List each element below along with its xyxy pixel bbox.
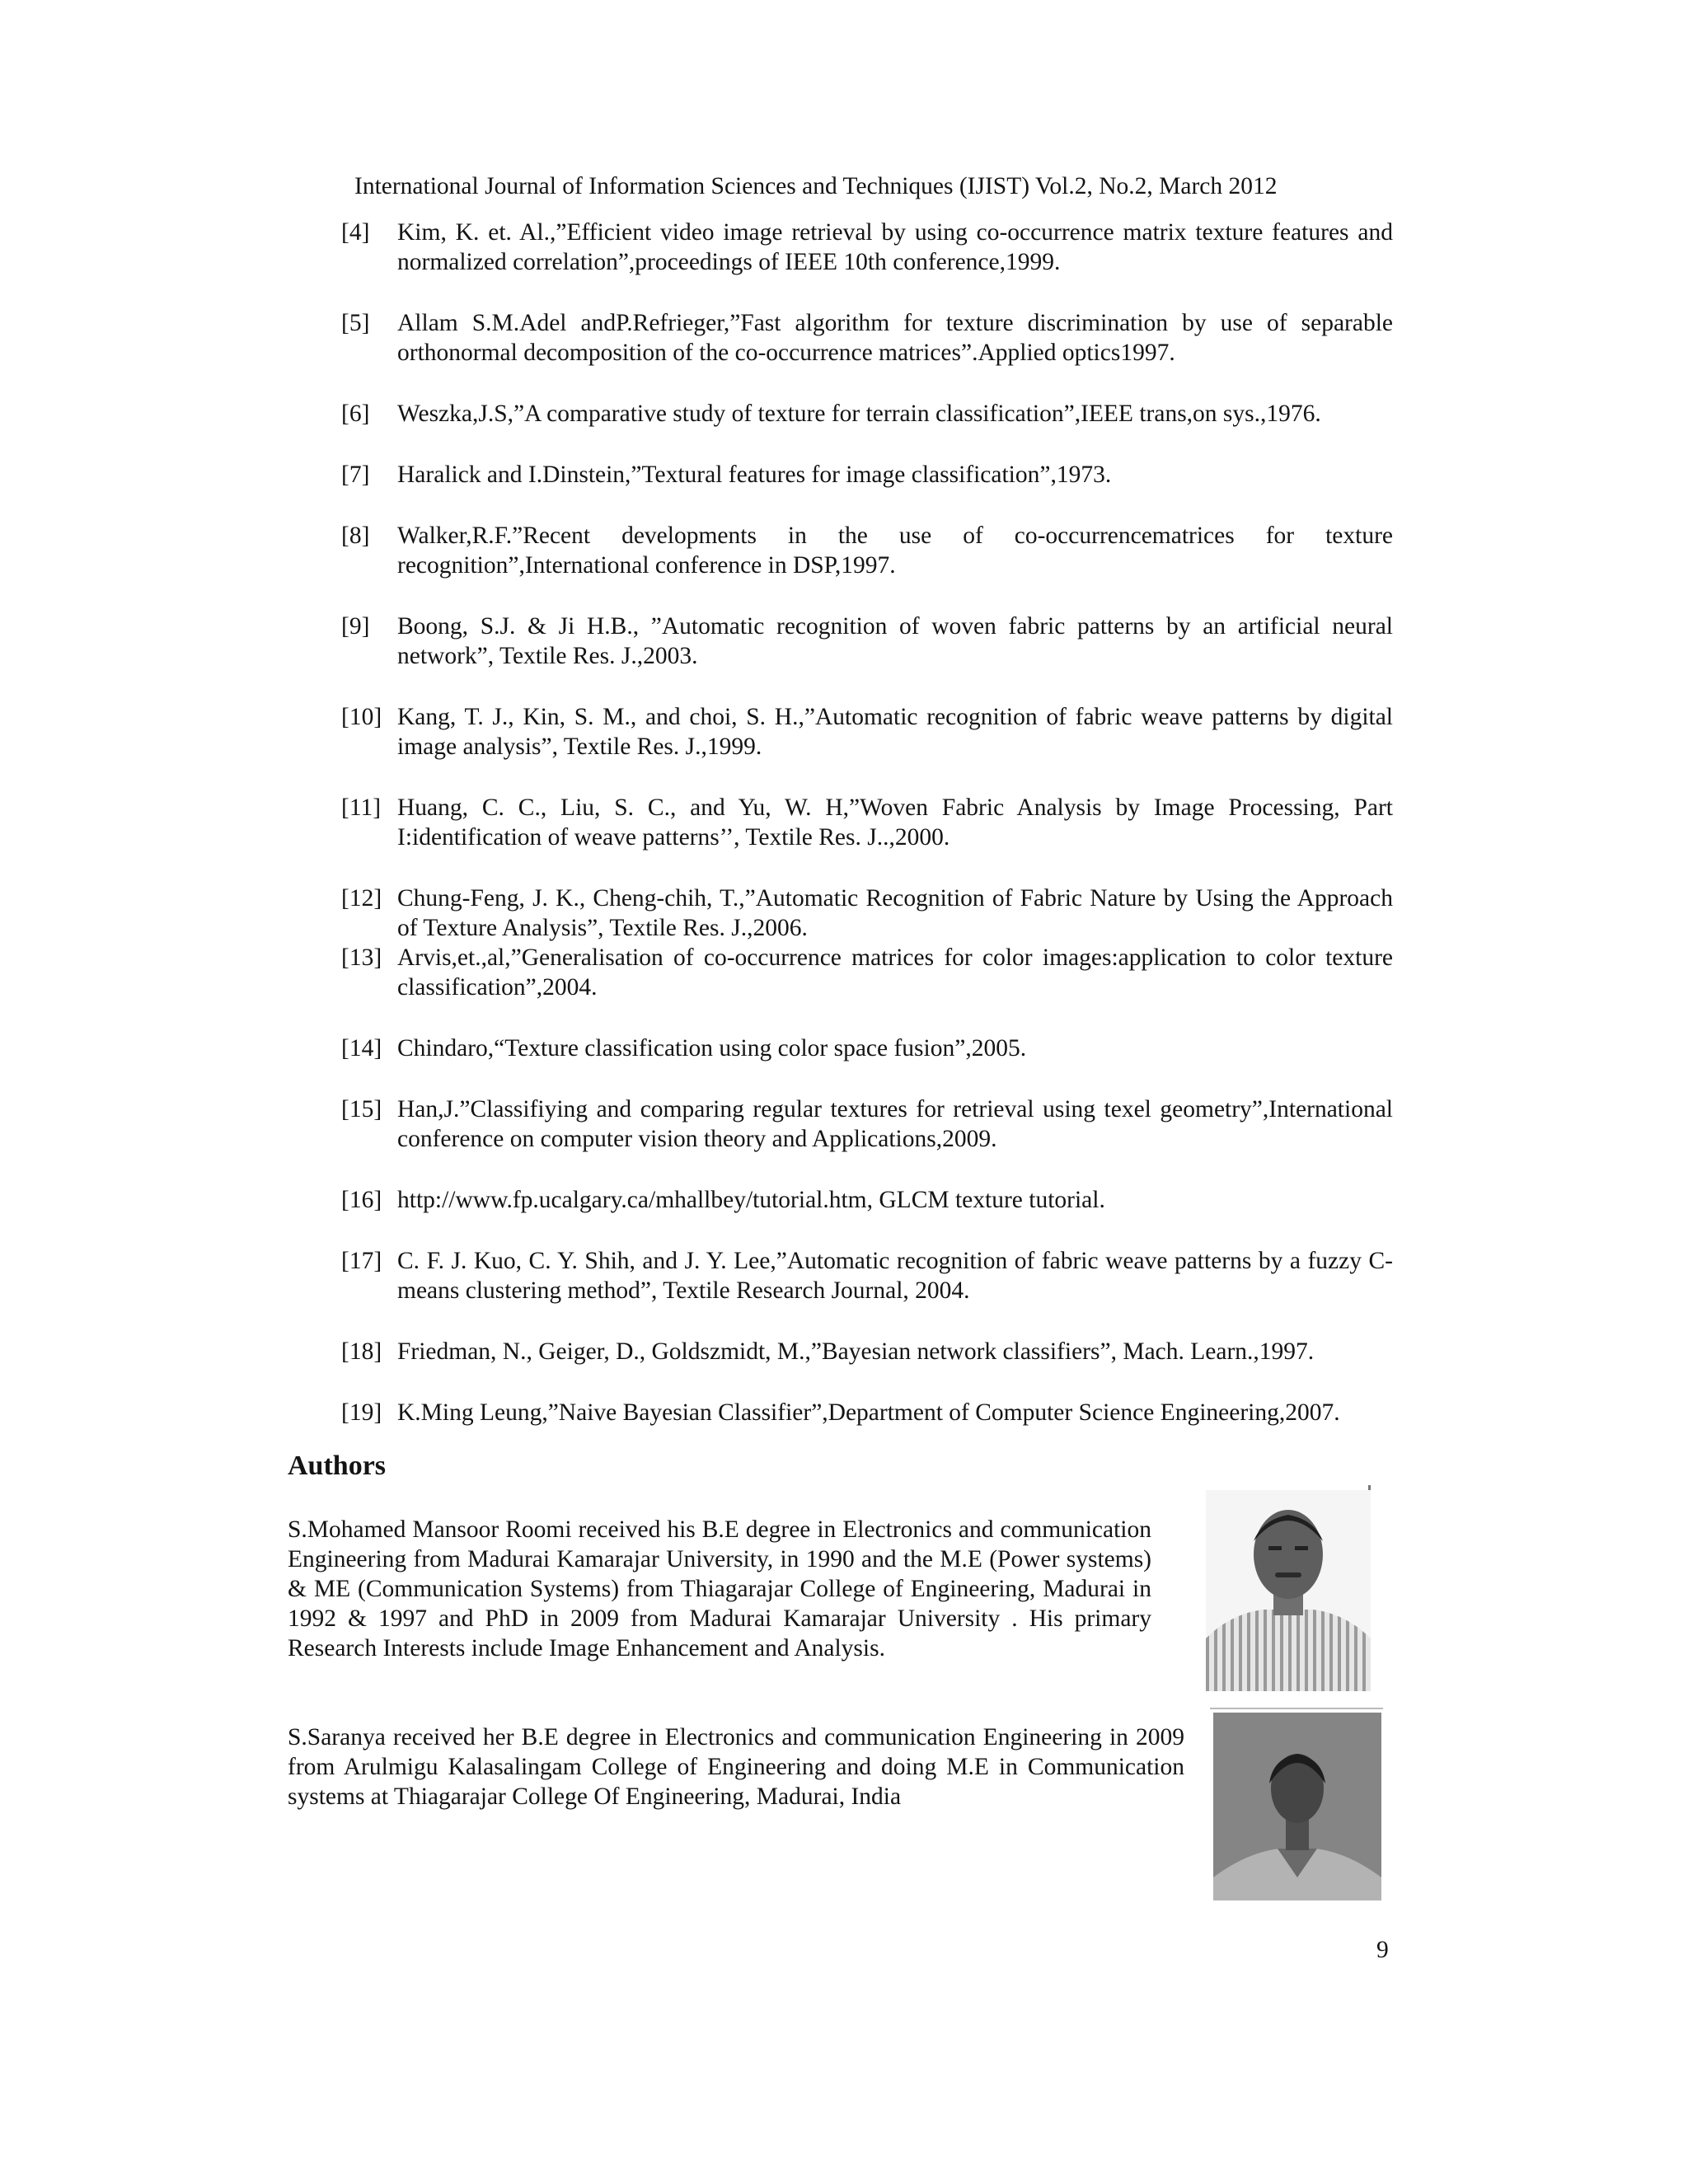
reference-number: [9] xyxy=(341,613,370,640)
reference-text: Weszka,J.S,”A comparative study of texture for terrain classification”,IEEE trans,on sys.,1976. xyxy=(397,401,1321,427)
reference-item xyxy=(341,1033,1393,1063)
reference-text: Arvis,et.,al,”Generalisation of co-occurrence matrices for color images:application to color texture classification”,2004. xyxy=(397,944,1393,1001)
reference-number: [6] xyxy=(341,401,370,427)
reference-text: Walker,R.F.”Recent developments in the use of co-occurrencematrices for texture recognition”,International conference in DSP,1997. xyxy=(397,523,1393,579)
portrait-man-image xyxy=(1206,1490,1371,1691)
reference-item xyxy=(341,1185,1393,1215)
reference-item xyxy=(341,460,1393,490)
reference-text: Chung-Feng, J. K., Cheng-chih, T.,”Automatic Recognition of Fabric Nature by Using the Approach of Texture Analysis”, Textile Res. J.,2006. xyxy=(397,885,1393,941)
reference-item xyxy=(341,521,1393,580)
reference-number: [18] xyxy=(341,1338,382,1365)
reference-number: [14] xyxy=(341,1035,382,1062)
reference-number: [12] xyxy=(341,885,382,912)
reference-number: [19] xyxy=(341,1399,382,1426)
reference-item xyxy=(341,218,1393,277)
photo-divider xyxy=(1210,1708,1383,1709)
reference-item xyxy=(341,1398,1393,1427)
reference-number: [4] xyxy=(341,219,370,246)
reference-text: C. F. J. Kuo, C. Y. Shih, and J. Y. Lee,”Automatic recognition of fabric weave patterns by a fuzzy C-means clustering method”, Textile Research Journal, 2004. xyxy=(397,1248,1393,1304)
reference-text: http://www.fp.ucalgary.ca/mhallbey/tutorial.htm, GLCM texture tutorial. xyxy=(397,1187,1105,1213)
reference-text: Friedman, N., Geiger, D., Goldszmidt, M.,”Bayesian network classifiers”, Mach. Learn.,1997. xyxy=(397,1338,1315,1365)
reference-item xyxy=(341,1246,1393,1305)
reference-number: [7] xyxy=(341,462,370,488)
journal-header: International Journal of Information Sciences and Techniques (IJIST) Vol.2, No.2, March 2012 xyxy=(354,173,1278,199)
reference-item xyxy=(341,702,1393,762)
reference-text: Huang, C. C., Liu, S. C., and Yu, W. H,”Woven Fabric Analysis by Image Processing, Part I:identification of weave patterns’’, Textile Res. J..,2000. xyxy=(397,794,1393,851)
reference-item xyxy=(341,308,1393,368)
reference-item xyxy=(341,883,1393,943)
reference-number: [10] xyxy=(341,704,382,730)
reference-text: Kang, T. J., Kin, S. M., and choi, S. H.,”Automatic recognition of fabric weave patterns by digital image analysis”, Textile Res. J.,1999. xyxy=(397,704,1393,760)
reference-text: Boong, S.J. & Ji H.B., ”Automatic recognition of woven fabric patterns by an artificial neural network”, Textile Res. J.,2003. xyxy=(397,613,1393,669)
reference-text: K.Ming Leung,”Naive Bayesian Classifier”,Department of Computer Science Engineering,2007. xyxy=(397,1399,1340,1426)
reference-item xyxy=(341,1094,1393,1154)
reference-item xyxy=(341,943,1393,1002)
reference-text: Han,J.”Classifiying and comparing regular textures for retrieval using texel geometry”,International conference on computer vision theory and Applications,2009. xyxy=(397,1096,1393,1152)
author-bio-roomi: S.Mohamed Mansoor Roomi received his B.E degree in Electronics and communication Engineering from Madurai Kamarajar University, in 1990 and the M.E (Power systems) & ME (Communication Systems) from Thiagarajar College of Engineering, Madurai in 1992 & 1997 and PhD in 2009 from Madurai Kamarajar University . His primary Research Interests include Image Enhancement and Analysis. xyxy=(288,1516,1151,1661)
reference-number: [11] xyxy=(341,794,382,821)
reference-list xyxy=(341,218,1393,1459)
reference-item xyxy=(341,793,1393,852)
reference-number: [17] xyxy=(341,1248,382,1274)
reference-number: [15] xyxy=(341,1096,382,1122)
author-photo-roomi xyxy=(1206,1490,1371,1691)
portrait-woman-image xyxy=(1213,1713,1381,1900)
reference-number: [5] xyxy=(341,310,370,336)
reference-text: Chindaro,“Texture classification using color space fusion”,2005. xyxy=(397,1035,1027,1062)
reference-text: Haralick and I.Dinstein,”Textural features for image classification”,1973. xyxy=(397,462,1112,488)
authors-heading: Authors xyxy=(288,1451,387,1481)
reference-item xyxy=(341,1337,1393,1366)
author-photo-saranya xyxy=(1213,1713,1381,1900)
reference-number: [8] xyxy=(341,523,370,549)
reference-text: Allam S.M.Adel andP.Refrieger,”Fast algorithm for texture discrimination by use of separable orthonormal decomposition of the co-occurrence matrices”.Applied optics1997. xyxy=(397,310,1393,366)
reference-item xyxy=(341,612,1393,671)
reference-number: [16] xyxy=(341,1187,382,1213)
reference-text: Kim, K. et. Al.,”Efficient video image retrieval by using co-occurrence matrix texture features and normalized correlation”,proceedings of IEEE 10th conference,1999. xyxy=(397,219,1393,275)
reference-item xyxy=(341,399,1393,429)
author-bio-saranya: S.Saranya received her B.E degree in Electronics and communication Engineering in 2009 from Arulmigu Kalasalingam College of Engineering and doing M.E in Communication systems at Thiagarajar College Of Engineering, Madurai, India xyxy=(288,1724,1184,1810)
reference-number: [13] xyxy=(341,944,382,971)
page-number: 9 xyxy=(1376,1937,1389,1963)
